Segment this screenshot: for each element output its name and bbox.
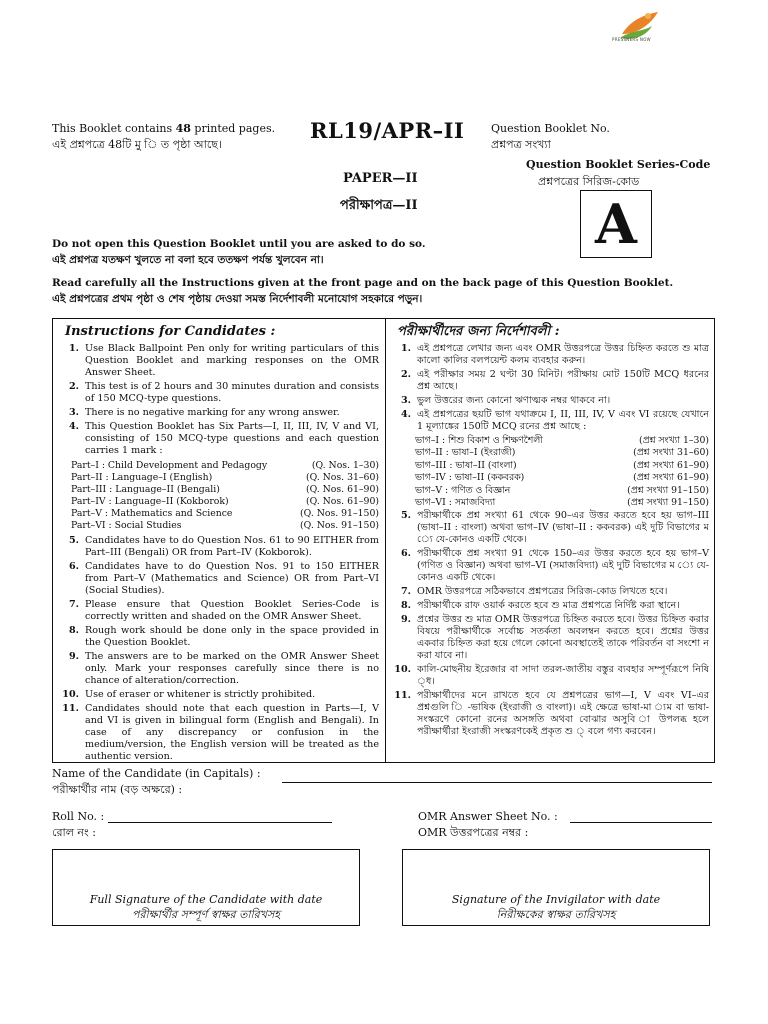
part-question-range: (প্রশ্ন সংখ্যা 1–30)	[639, 435, 709, 446]
part-question-range: (প্রশ্ন সংখ্যা 61–90)	[633, 472, 709, 484]
instruction-text: পরীক্ষার্থীকে প্রশ্ন সংখ্যা 91 থেকে 150–এর উত্তর করতে হবে হয় ভাগ–V (গণিত ও বিজ্ঞান) অথবা ভাগ–VI (সমাজবিদ্যা) এই দুটি বিভাগের ম ্যে যে-কোনও একটি থেকে।	[417, 548, 709, 584]
part-row	[61, 520, 379, 532]
series-letter: A	[595, 192, 637, 256]
part-question-range: (প্রশ্ন সংখ্যা 91–150)	[627, 497, 709, 509]
part-row	[393, 435, 709, 447]
instruction-number: 11.	[62, 703, 79, 714]
instruction-text: এই প্রশ্নপত্রে লেখার জন্য এবং OMR উত্তরপত্রে উত্তর চিহ্নিত করতে শু মাত্র কালো কালির বলপয়েন্ট কলম ব্যবহার করুন।	[417, 343, 709, 366]
instruction-number: 10.	[62, 689, 79, 700]
omr-sheet-no-label: OMR Answer Sheet No. :	[418, 810, 558, 823]
instruction-number: 2.	[68, 381, 79, 392]
part-question-range: (Q. Nos. 91–150)	[300, 520, 379, 531]
logo-text: PRESSNERS NOW	[612, 37, 651, 42]
instruction-text: Use Black Ballpoint Pen only for writing particulars of this Question Booklet and marking responses on the OMR Answer Sheet.	[85, 343, 379, 378]
roll-no-label-bn: রোল নং :	[52, 826, 96, 839]
instruction-number: 8.	[68, 625, 79, 636]
instruction-number: 9.	[400, 614, 411, 626]
part-row	[61, 508, 379, 520]
instruction-item	[393, 600, 709, 612]
part-name: Part–VI : Social Studies	[71, 520, 182, 531]
instruction-item	[61, 625, 379, 649]
candidate-signature-label-bn: পরীক্ষার্থীর সম্পূর্ণ স্বাক্ষর তারিখসহ	[132, 908, 280, 921]
instruction-item	[61, 381, 379, 405]
instruction-item	[61, 343, 379, 379]
booklet-pages-en: This Booklet contains 48 printed pages.	[52, 122, 276, 135]
read-carefully-warning-bn: এই প্রশ্নপত্রের প্রথম পৃষ্ঠা ও শেষ পৃষ্ঠায় দেওয়া সমস্ত নির্দেশাবলী মনোযোগ সহকারে পড়ুন।	[52, 293, 423, 305]
candidate-name-label: Name of the Candidate (in Capitals) :	[52, 767, 261, 780]
instruction-text: The answers are to be marked on the OMR Answer Sheet only. Mark your responses carefully since there is no chance of alteration/correction.	[85, 651, 379, 686]
part-question-range: (Q. Nos. 1–30)	[311, 460, 379, 471]
part-row	[393, 447, 709, 459]
instruction-text: Use of eraser or whitener is strictly prohibited.	[85, 689, 316, 700]
roll-no-field[interactable]	[108, 822, 332, 823]
omr-sheet-no-label-bn: OMR উত্তরপত্রের নম্বর :	[418, 826, 529, 839]
instruction-number: 2.	[400, 369, 411, 380]
instructions-box	[52, 318, 715, 763]
part-row	[61, 472, 379, 484]
instruction-item	[61, 535, 379, 559]
instruction-item	[393, 395, 709, 407]
instruction-text: This test is of 2 hours and 30 minutes duration and consists of 150 MCQ-type questions.	[85, 381, 379, 404]
part-name: Part–I : Child Development and Pedagogy	[71, 460, 268, 471]
instruction-item	[61, 561, 379, 597]
series-code-label-bn: প্রশ্নপত্রের সিরিজ-কোড	[538, 175, 640, 188]
candidate-signature-box[interactable]	[52, 849, 360, 926]
part-name: Part–V : Mathematics and Science	[71, 508, 233, 519]
instruction-number: 7.	[68, 599, 79, 610]
instruction-number: 4.	[68, 421, 79, 432]
omr-sheet-no-field[interactable]	[570, 822, 712, 823]
read-carefully-warning: Read carefully all the Instructions given at the front page and on the back page of this Question Booklet.	[52, 277, 674, 289]
candidate-name-label-bn: পরীক্ষার্থীর নাম (বড় অক্ষরে) :	[52, 783, 183, 796]
instruction-item	[61, 651, 379, 687]
instructions-heading: Instructions for Candidates :	[65, 324, 276, 339]
instruction-text: পরীক্ষার্থীকে রাফ ওয়ার্ক করতে হবে শু মাত্র প্রশ্নপত্রে নির্দিষ্ট করা স্থানে।	[417, 600, 680, 612]
instruction-number: 3.	[68, 407, 79, 418]
instruction-item	[393, 664, 709, 688]
instruction-item	[61, 599, 379, 623]
instruction-text: Rough work should be done only in the space provided in the Question Booklet.	[85, 625, 379, 648]
instruction-number: 10.	[394, 664, 411, 676]
instruction-text: এই প্রশ্নপত্রের ছয়টি ভাগ যথাক্রমে I, II, III, IV, V এবং VI রয়েছে যেখানে 1 মূল্যাঙ্কের 150টি MCQ রনের প্রশ্ন আছে :	[417, 409, 709, 432]
instruction-number: 1.	[68, 343, 79, 354]
part-row	[393, 460, 709, 472]
part-name: ভাগ–II : ভাষা–I (ইংরাজী)	[415, 447, 516, 459]
instruction-number: 6.	[68, 561, 79, 572]
invigilator-signature-label-bn: নিরীক্ষকের স্বাক্ষর তারিখসহ	[496, 908, 616, 921]
booklet-pages-bn: এই প্রশ্নপত্রে 48টি মু ি ত পৃষ্ঠা আছে।	[52, 138, 222, 151]
part-name: ভাগ–VI : সমাজবিদ্যা	[415, 497, 496, 509]
part-row	[393, 472, 709, 484]
part-name: Part–IV : Language–II (Kokborok)	[71, 496, 229, 507]
instruction-number: 5.	[68, 535, 79, 546]
instructions-english	[61, 323, 379, 765]
instruction-number: 8.	[400, 600, 411, 612]
instruction-item	[61, 421, 379, 457]
part-question-range: (প্রশ্ন সংখ্যা 31–60)	[633, 447, 709, 459]
instruction-text: প্রশ্নের উত্তর শু মাত্র OMR উত্তরপত্রে চিহ্নিত করতে হবে। উত্তর চিহ্নিত করার বিষয়ে পরীক্ষার্থীকে সর্বোচ্চ সতর্কতা অবলম্বন করতে হবে। প্রশ্নের উত্তর একবার চিহ্নিত করা হয়ে গেলে কোনো অবস্থাতেই তাকে পরিবর্তন বা সংশো ন করা যাবে না।	[417, 614, 709, 662]
instruction-number: 11.	[394, 690, 411, 702]
instruction-item	[393, 586, 709, 598]
instruction-text: Please ensure that Question Booklet Series-Code is correctly written and shaded on the OMR Answer Sheet.	[85, 599, 379, 622]
part-question-range: (প্রশ্ন সংখ্যা 61–90)	[633, 459, 709, 471]
part-name: ভাগ–III : ভাষা–II (বাংলা)	[415, 459, 517, 471]
column-divider	[385, 319, 386, 762]
part-name: Part–II : Language–I (English)	[71, 472, 213, 483]
instruction-text: Candidates should note that each question in Parts—I, V and VI is given in bilingual form (English and Bengali). In case of any discrepancy or confusion in the medium/version, the English version will be treated as the authentic version.	[85, 703, 379, 762]
instruction-text: Candidates have to do Question Nos. 91 to 150 EITHER from Part–V (Mathematics and Science) OR from Part–VI (Social Studies).	[85, 561, 379, 596]
instruction-text: OMR উত্তরপত্রে সঠিকভাবে প্রশ্নপত্রের সিরিজ-কোড লিখতে হবে।	[417, 586, 668, 598]
do-not-open-warning: Do not open this Question Booklet until you are asked to do so.	[52, 238, 426, 250]
instruction-item	[393, 690, 709, 738]
instruction-text: There is no negative marking for any wrong answer.	[85, 407, 340, 418]
candidate-name-field[interactable]	[282, 782, 712, 783]
do-not-open-warning-bn: এই প্রশ্নপত্র যতক্ষণ খুলতে না বলা হবে ততক্ষণ পর্যন্ত খুলবেন না।	[52, 254, 324, 266]
instruction-item	[61, 703, 379, 763]
instruction-item	[393, 614, 709, 662]
part-row	[61, 460, 379, 472]
part-question-range: (Q. Nos. 31–60)	[305, 472, 379, 483]
instruction-item	[61, 689, 379, 701]
instruction-item	[393, 409, 709, 433]
instruction-text: কালি-মোছনীয় ইরেজার বা সাদা তরল-জাতীয় বস্তুর ব্যবহার সম্পূর্ণরূপে নিষি ্ধ।	[417, 664, 709, 688]
instruction-number: 5.	[400, 510, 411, 522]
instruction-text: ভুল উত্তরের জন্য কোনো ঋণাত্মক নম্বর থাকবে না।	[417, 395, 611, 406]
instruction-number: 4.	[400, 409, 411, 420]
instruction-text: পরীক্ষার্থীকে প্রশ্ন সংখ্যা 61 থেকে 90–এর উত্তর করতে হবে হয় ভাগ–III (ভাষা–II : বাংলা) অথবা ভাগ–IV (ভাষা–II : ককবরক) এই দুটি বিভাগের ম ্যে যে-কোনও একটি থেকে।	[417, 510, 709, 546]
roll-no-label: Roll No. :	[52, 810, 105, 823]
part-row	[61, 496, 379, 508]
instruction-item	[393, 548, 709, 584]
question-booklet-no-label-bn: প্রশ্নপত্র সংখ্যা	[491, 138, 551, 151]
instruction-number: 7.	[400, 586, 411, 598]
instruction-text: Candidates have to do Question Nos. 61 to 90 EITHER from Part–III (Bengali) OR from Part–IV (Kokborok).	[85, 535, 379, 558]
instructions-bengali	[393, 323, 709, 740]
instruction-number: 9.	[68, 651, 79, 662]
instruction-item	[393, 369, 709, 393]
part-question-range: (Q. Nos. 61–90)	[305, 496, 379, 507]
instruction-text: পরীক্ষার্থীদের মনে রাখতে হবে যে প্রশ্নপত্রের ভাগ—I, V এবং VI–এর প্রশ্নগুলি ি -ভাষিক (ইংরাজী ও বাংলা)। এই ক্ষেত্রে ভাষা-মা ্যম বা ভাষা-সংস্করণে কোনো রনের অসঙ্গতি অথবা বোঝার অসুবি া উপলব্ধ হলে পরীক্ষার্থীরা ইংরাজী সংস্করণকেই প্রকৃত শু ্ বলে গণ্য করবেন।	[417, 690, 709, 738]
invigilator-signature-label: Signature of the Invigilator with date	[451, 893, 661, 906]
question-booklet-no-label: Question Booklet No.	[491, 122, 610, 135]
instructions-heading-bn: পরীক্ষার্থীদের জন্য নির্দেশাবলী :	[397, 324, 560, 339]
part-name: Part–III : Language–II (Bengali)	[71, 484, 220, 495]
instruction-text: এই পরীক্ষার সময় 2 ঘণ্টা 30 মিনিট। পরীক্ষায় মোট 150টি MCQ ধরনের প্রশ্ন আছে।	[417, 369, 709, 392]
invigilator-signature-box[interactable]	[402, 849, 710, 926]
instruction-item	[393, 343, 709, 367]
series-code-label: Question Booklet Series-Code	[526, 158, 711, 171]
part-row	[393, 485, 709, 497]
series-code-box	[580, 190, 652, 258]
instruction-number: 1.	[400, 343, 411, 354]
instruction-number: 6.	[400, 548, 411, 560]
instruction-text: This Question Booklet has Six Parts—I, II, III, IV, V and VI, consisting of 150 MCQ-type questions and each question carries 1 mark :	[85, 421, 379, 456]
part-row	[393, 497, 709, 509]
part-row	[61, 484, 379, 496]
part-name: ভাগ–IV : ভাষা–II (ককবরক)	[415, 472, 525, 484]
paper-label: PAPER—II	[343, 171, 418, 186]
instruction-number: 3.	[400, 395, 411, 406]
candidate-signature-label: Full Signature of the Candidate with date	[89, 893, 323, 906]
part-question-range: (Q. Nos. 91–150)	[300, 508, 379, 519]
instruction-item	[393, 510, 709, 546]
part-name: ভাগ–V : গণিত ও বিজ্ঞান	[415, 484, 511, 496]
page-title: RL19/APR–II	[310, 118, 465, 143]
paper-label-bn: পরীক্ষাপত্র—II	[340, 198, 418, 213]
part-question-range: (Q. Nos. 61–90)	[305, 484, 379, 495]
instruction-item	[61, 407, 379, 419]
part-question-range: (প্রশ্ন সংখ্যা 91–150)	[627, 484, 709, 496]
part-name: ভাগ–I : শিশু বিকাশ ও শিক্ষণশৈলী	[415, 435, 543, 446]
